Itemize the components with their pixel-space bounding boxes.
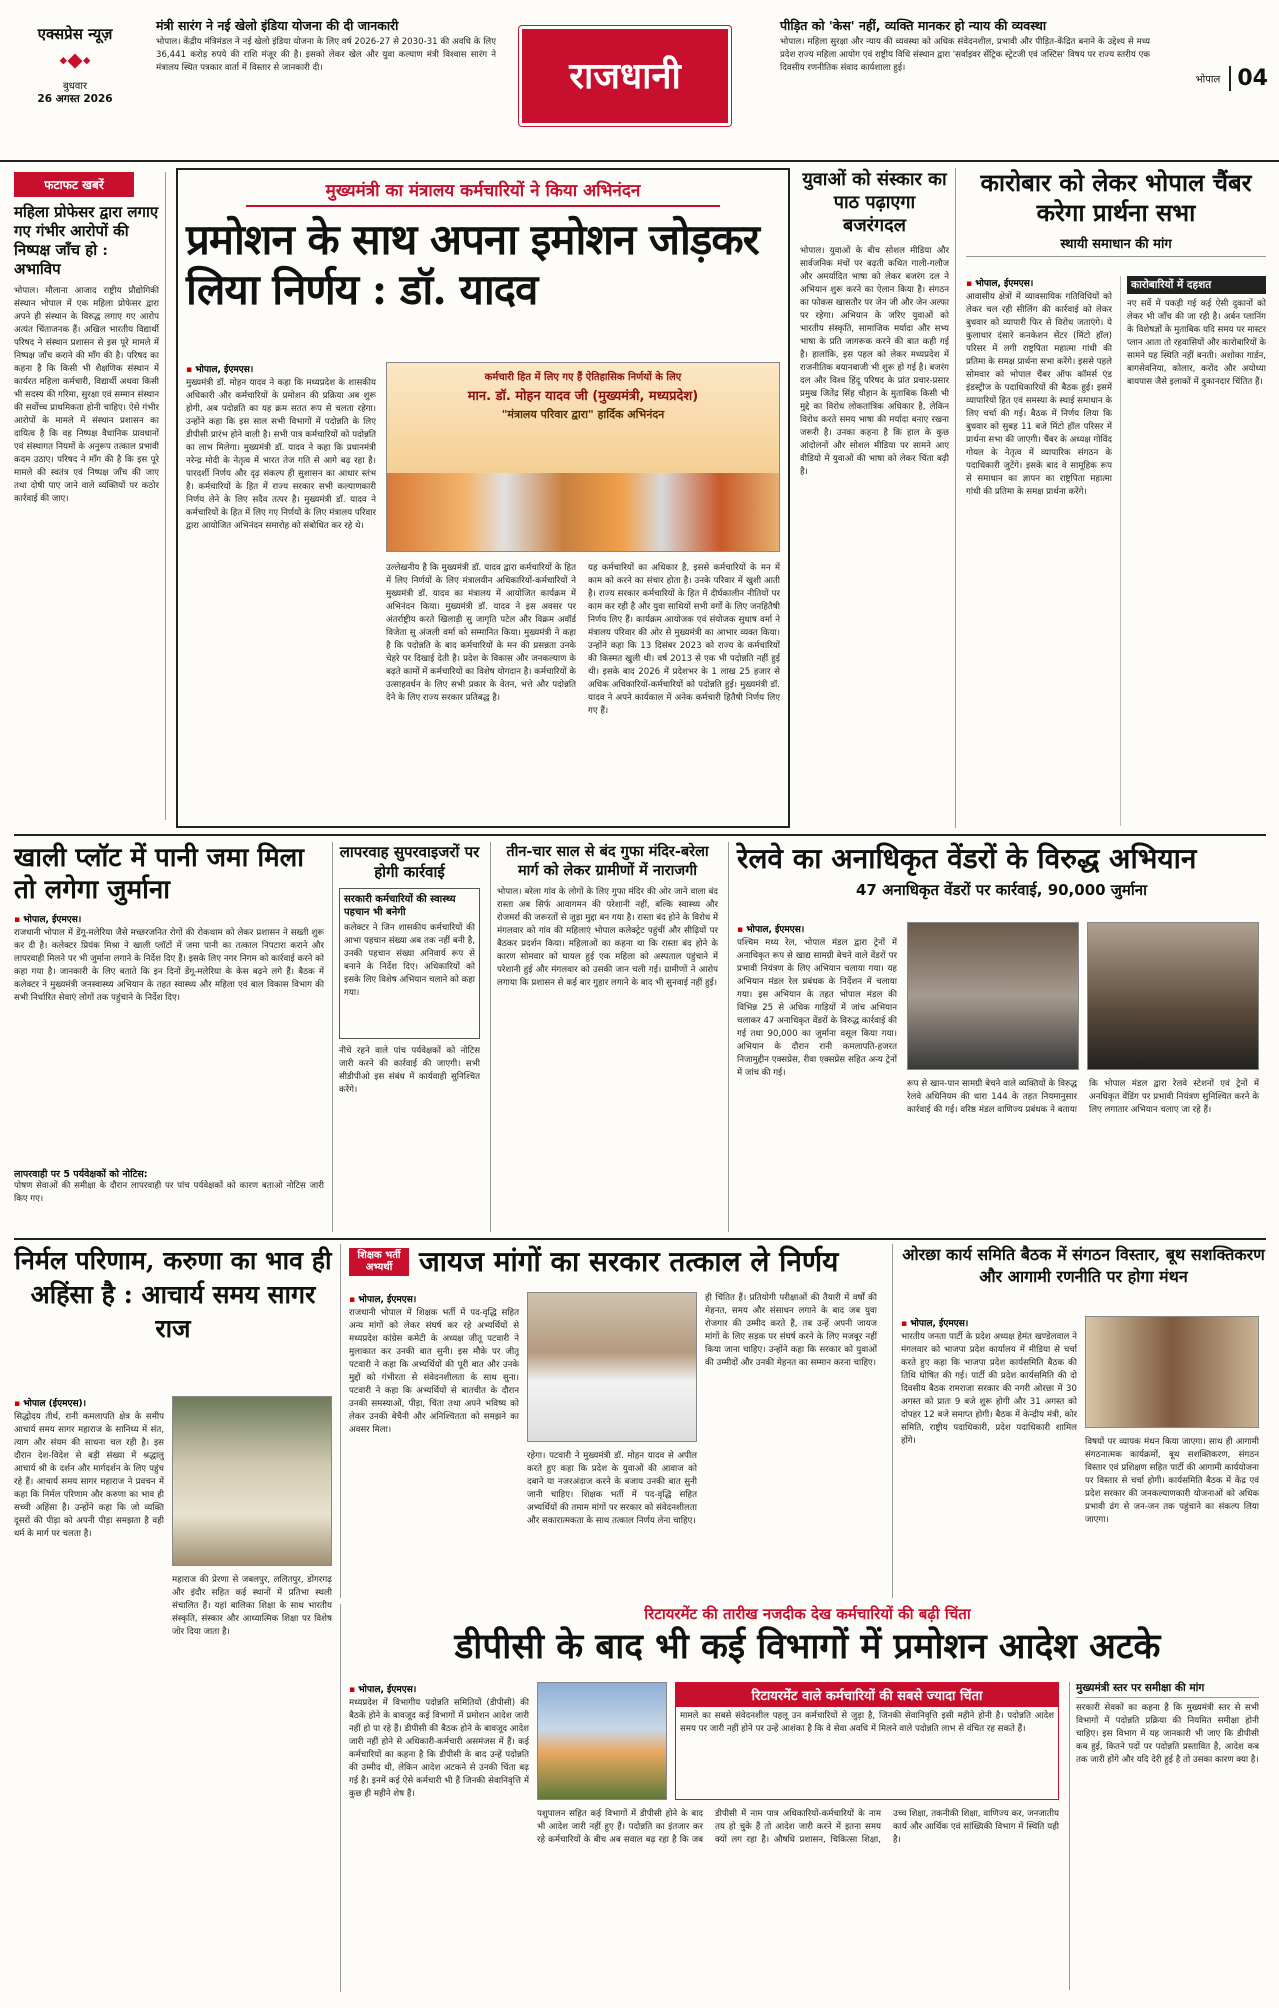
acharya-text-2: महाराज की प्रेरणा से जबलपुर, ललितपुर, डोंगरगढ़ और इंदौर सहित कई स्थानों में प्रतिभा स्थली संचालित हैं। यहां बालिका शिक्षा के साथ भारतीय संस्कृति, संस्कार और आध्यात्मिक शिक्षा पर विशेष जोर दिया जाता है। (172, 1575, 332, 1637)
dpc-building-photo (537, 1682, 667, 1800)
banner-line-1: कर्मचारी हित में लिए गए हैं ऐतिहासिक निर्णयों के लिए (484, 372, 682, 383)
fatafat-story (14, 172, 166, 820)
acharya-story (14, 1244, 332, 1992)
plot-text: राजधानी भोपाल में डेंगू-मलेरिया जैसे मच्छरजनित रोगों की रोकथाम को लेकर प्रशासन ने सख्ती शुरू कर दी है। कलेक्टर प्रियंक मिश्रा ने खाली प्लॉटों में जमा पानी का तत्काल निपटारा कराने और लापरवाही मिलने पर भी जुर्माना लगाने के निर्देश दिए हैं। इसके लिए नगर निगम को कार्रवाई करने को कहा गया है। जानकारी के लिए बताते कि इन दिनों डेंगू-मलेरिया के केस बढ़ने लगे हैं। बैठक में कलेक्टर ने मुख्यमंत्री जनस्वास्थ्य अभियान के तहत स्वास्थ्य और महिला एवं बाल विकास विभाग की सभी निर्धारित सेवाएं लोगों तक पहुंचाने के निर्देश दिए। (14, 928, 324, 1003)
lead-kicker: मुख्यमंत्री का मंत्रालय कर्मचारियों ने किया अभिनंदन (246, 178, 720, 207)
top-right-story (780, 18, 1150, 128)
youth-text: भोपाल। युवाओं के बीच सोशल मीडिया और सार्वजनिक मंचों पर बढ़ती कथित गाली-गलौज और अमर्यादित भाषा को लेकर बजरंग दल ने अभियान शुरू करने का ऐलान किया है। संगठन का फोकस खासतौर पर जेन जी और जेन अल्फा पर रहेगा। अभियान के जरिए युवाओं को भारतीय संस्कृति, सामाजिक मर्यादा और सभ्य भाषा के प्रति जागरूक करने की बात कही गई है। हालांकि, इस पहल को लेकर मध्यप्रदेश में राजनीतिक बयानबाजी भी शुरू हो गई है। बजरंग दल और विश्व हिंदू परिषद के प्रांत प्रचार-प्रसार प्रमुख जितेंद्र सिंह चौहान के मुताबिक किसी भी मुद्दे का विरोध लोकतांत्रिक अधिकार है, लेकिन विरोध करते समय भाषा की मर्यादा बनाए रखना जरूरी है। उनका कहना है कि हाल के कुछ आंदोलनों और सोशल मीडिया पर सामने आए वीडियो में युवाओं की भाषा को लेकर चिंता बढ़ी है। (800, 246, 949, 477)
supervisor-box (339, 888, 480, 1039)
orchha-story (892, 1244, 1266, 1598)
banner-line-2: मान. डॉ. मोहन यादव जी (मुख्यमंत्री, मध्यप्रदेश) (467, 389, 699, 404)
teacher-col (349, 1292, 519, 1596)
chamber-side (1120, 276, 1266, 826)
lead-story (176, 168, 790, 828)
youth-story (800, 168, 956, 828)
dpc-story (340, 1604, 1266, 1992)
cave-story (490, 842, 718, 1232)
railway-text: पश्चिम मध्य रेल, भोपाल मंडल द्वारा ट्रेनों में अनाधिकृत रूप से खाद्य सामग्री बेचने वाले वेंडरों पर प्रभावी नियंत्रण के लिए अभियान चलाया गया। यह अभियान मंडल रेल प्रबंधक के निर्देशन में चलाया गया। इस अभियान के तहत भोपाल मंडल की विभिन्न 25 से अधिक गाड़ियों में जांच अभियान चलाकर 47 अनाधिकृत वेंडरों के विरुद्ध कार्रवाई की गई तथा 90,000 का जुर्माना वसूल किया गया। अभियान के दौरान रानी कमलापति-हजरत निजामुद्दीन एक्सप्रेस, रीवा एक्सप्रेस सहित अन्य ट्रेनों में जांच की गई। (737, 938, 897, 1078)
railway-byline: ▪ भोपाल, ईएमएस। (737, 922, 897, 935)
railway-text-2: रूप से खान-पान सामग्री बेचने वाले व्यक्तियों के विरुद्ध रेलवे अधिनियम की धारा 144 के तहत नियमानुसार कार्रवाई की गई। वरिष्ठ मंडल वाणिज्य प्रबंधक ने बताया कि भोपाल मंडल द्वारा रेलवे स्टेशनों एवं ट्रेनों में अनधिकृत वेंडिंग पर प्रभावी नियंत्रण सुनिश्चित करने के लिए लगातार अभियान चलाए जा रहे हैं। (907, 1079, 1259, 1115)
teacher-text-2: रहेगा। पटवारी ने मुख्यमंत्री डॉ. मोहन यादव से अपील करते हुए कहा कि प्रदेश के युवाओं की आवाज को दबाने या नजरअंदाज करने के बजाय उनकी बात सुनी जानी चाहिए। शिक्षक भर्ती में पद-वृद्धि सहित अभ्यर्थियों की तमाम मांगों पर सरकार को संवेदनशीलता और सकारात्मकता के साथ तत्काल निर्णय लेना चाहिए। (527, 1451, 697, 1526)
chamber-byline: ▪ भोपाल, ईएमएस। (966, 276, 1112, 289)
orchha-col (901, 1316, 1077, 1596)
dpc-headline: डीपीसी के बाद भी कई विभागों में प्रमोशन आदेश अटके (454, 1626, 1161, 1667)
lead-headline: प्रमोशन के साथ अपना इमोशन जोड़कर लिया निर्णय : डॉ. यादव (186, 215, 759, 314)
cave-text: भोपाल। बरेला गांव के लोगों के लिए गुफा मंदिर की ओर जाने वाला बंद रास्ता अब सिर्फ आवागमन की परेशानी नहीं, बल्कि स्वास्थ्य और रोजमर्रा की जरूरतों से जुड़ा मुद्दा बन गया है। रास्ता बंद होने के विरोध में मंगलवार को गांव की महिलाएं भोपाल कलेक्ट्रेट पहुंचीं और सीढ़ियों पर बैठकर प्रदर्शन किया। महिलाओं का कहना था कि रास्ता बंद होने के कारण सोमवार को घायल हुई एक महिला को अस्पताल पहुंचाने में परेशानी हुई और मंगलवार को उसकी जान चली गई। ग्रामीणों ने आरोप लगाया कि प्रशासन से कई बार गुहार लगाने के बाद भी सुनवाई नहीं हुई। (497, 887, 718, 988)
chamber-headline: कारोबार को लेकर भोपाल चैंबर करेगा प्रार्थना सभा (980, 168, 1252, 227)
plot-notice-text: पोषण सेवाओं की समीक्षा के दौरान लापरवाही पर पांच पर्यवेक्षकों को कारण बताओ नोटिस जारी किए गए। (14, 1181, 324, 1204)
supervisor-headline: लापरवाह सुपरवाइजरों पर होगी कार्रवाई (339, 843, 480, 881)
teacher-text: राजधानी भोपाल में शिक्षक भर्ती में पद-वृद्धि सहित अन्य मांगों को लेकर संघर्ष कर रहे अभ्यर्थियों से मध्यप्रदेश कांग्रेस कमेटी के अध्यक्ष जीतू पटवारी ने मुलाकात कर उनकी बात सुनी। इस मौके पर जीतू पटवारी ने कहा कि अभ्यर्थियों की पूरी बात और उनके मुद्दों को गंभीरता से संवेदनशीलता के साथ सुना। पटवारी ने कहा कि अभ्यर्थियों से बातचीत के दौरान उनकी समस्याओं, पीड़ा, चिंता तथा अपने भविष्य को लेकर उनकी बेचैनी और अनिश्चितता को समझने का अवसर मिला। (349, 1308, 519, 1435)
chamber-side-headline: कारोबारियों में दहशत (1127, 276, 1266, 294)
dpc-kicker: रिटायरमेंट की तारीख नजदीक देख कर्मचारियों की बढ़ी चिंता (644, 1605, 971, 1623)
railway-headline: रेलवे का अनाधिकृत वेंडरों के विरुद्ध अभियान (737, 842, 1197, 875)
chamber-col (966, 276, 1112, 826)
issue-date: 26 अगस्त 2026 (37, 93, 113, 105)
dpc-box-headline: रिटायरमेंट वाले कर्मचारियों की सबसे ज्यादा चिंता (676, 1683, 1058, 1707)
lead-event-photo (386, 362, 780, 552)
lead-col2 (386, 562, 576, 818)
section-title: राजधानी (569, 55, 681, 97)
acharya-photo (172, 1396, 332, 1566)
railway-col (737, 922, 897, 1230)
supervisor-box-headline: सरकारी कर्मचारियों की स्वास्थ्य पहचान भी बनेगी (344, 894, 456, 918)
top-left-story (156, 18, 496, 128)
banner-line-3: "मंत्रालय परिवार द्वारा" हार्दिक अभिनंदन (501, 408, 665, 421)
section-banner (519, 26, 731, 126)
fatafat-text: भोपाल। मौलाना आजाद राष्ट्रीय प्रौद्योगिकी संस्थान भोपाल में एक महिला प्रोफेसर द्वारा अपने ही संस्थान के विरुद्ध लगाए गए आरोप अत्यंत चिंताजनक हैं। अखिल भारतीय विद्यार्थी परिषद ने संस्थान प्रशासन से इस पूरे मामले में निष्पक्ष जाँच कराने की माँग की है। परिषद का कहना है कि किसी भी शैक्षणिक संस्थान में कार्यरत महिला कर्मचारी, विद्यार्थी अथवा किसी भी सदस्य की गरिमा, सुरक्षा एवं सम्मान संस्थान की सर्वोच्च प्राथमिकता होनी चाहिए। ऐसे गंभीर आरोपों के मामले में संस्थान प्रशासन का दायित्व है कि वह निष्पक्ष वैधानिक प्रावधानों एवं संस्थागत नियमों के अनुरूप तत्काल प्रभावी कदम उठाए। परिषद ने माँग की है कि इस पूरे मामले की स्वतंत्र एवं निष्पक्ष जाँच की जाए तथा दोषी पाए जाने वाले व्यक्तियों पर कठोर कार्रवाई की जाए। (14, 286, 159, 504)
orchha-text-2: विषयों पर व्यापक मंथन किया जाएगा। साथ ही आगामी संगठनात्मक कार्यक्रमों, बूथ सशक्तिकरण, संगठन विस्तार एवं प्रशिक्षण सहित पार्टी की आगामी कार्ययोजना पर विस्तार से चर्चा होगी। कार्यसमिति बैठक में केंद्र एवं प्रदेश सरकार की जनकल्याणकारी योजनाओं को अधिक प्रभावी ढंग से जन-जन तक पहुंचाने का संकल्प लिया जाएगा। (1085, 1437, 1259, 1525)
teacher-photo (527, 1292, 697, 1442)
plot-notice-headline: लापरवाही पर 5 पर्यवेक्षकों को नोटिस: (14, 1169, 148, 1180)
supervisor-box-text: कलेक्टर ने जिन शासकीय कर्मचारियों की आभा पहचान संख्या अब तक नहीं बनी है, उनकी पहचान संख्या अनिवार्य रूप से बनाने के निर्देश दिए। अधिकारियों को इसके लिए विशेष अभियान चलाने को कहा गया। (344, 923, 475, 998)
page-number: 04 (1229, 66, 1268, 91)
teacher-text-3: ही चिंतित हैं। प्रतियोगी परीक्षाओं की तैयारी में वर्षों की मेहनत, समय और संसाधन लगाने के बाद जब युवा रोजगार की उम्मीद करते हैं, तब उन्हें अपनी जायज मांगों के लिए सड़क पर संघर्ष करने के लिए मजबूर नहीं किया जाना चाहिए। उन्होंने कहा कि सरकार को युवाओं की उम्मीदों और उनकी मेहनत का सम्मान करना चाहिए। (705, 1293, 877, 1368)
plot-byline: ▪ भोपाल, ईएमएस। (14, 912, 324, 925)
railway-photo-1 (907, 922, 1079, 1070)
stage-people-photo (387, 473, 779, 552)
teacher-tag: शिक्षक भर्ती अभ्यर्थी (349, 1248, 409, 1276)
teacher-header (349, 1244, 884, 1280)
chamber-subhead: स्थायी समाधान की मांग (966, 234, 1266, 257)
lead-text-1: मुख्यमंत्री डॉ. मोहन यादव ने कहा कि मध्यप्रदेश के शासकीय अधिकारी और कर्मचारियों के प्रमोशन की प्रक्रिया अब शुरू होगी, अब पदोन्नति का यह क्रम सतत रूप से चलता रहेगा। उन्होंने कहा कि इस साल सभी विभागों में पदोन्नति के लिए डीपीसी प्रारंभ होने वाली है। सभी पात्र कर्मचारियों को पदोन्नति का लाभ मिलेगा। मुख्यमंत्री डॉ. यादव ने कहा कि प्रधानमंत्री नरेन्द्र मोदी के नेतृत्व में भारत तेज गति से आगे बढ़ रहा है। पारदर्शी निर्णय और दृढ़ संकल्प ही सुशासन का आधार स्तंभ है। कर्मचारियों के हित में राज्य सरकार सभी कल्याणकारी निर्णय लेने के लिए सदैव तत्पर है। मुख्यमंत्री डॉ. यादव ने कर्मचारियों के हित में लिए गए निर्णयों के लिए मंत्रालय परिवार द्वारा आयोजित अभिनंदन समारोह को संबोधित कर रहे थे। (186, 378, 376, 531)
top-right-text: भोपाल। महिला सुरक्षा और न्याय की व्यवस्था को अधिक संवेदनशील, प्रभावी और पीड़ित-केंद्रित बनाने के उद्देश्य से मध्य प्रदेश राज्य महिला आयोग एवं राष्ट्रीय विधि संस्थान द्वारा 'सर्वाइवर सेंट्रिक स्ट्रेटजी एवं जस्टिस' विषय पर राज्य स्तरीय एक दिवसीय रणनीतिक संवाद कार्यशाला हुई। (780, 37, 1150, 73)
issue-day: बुधवार (62, 81, 88, 92)
railway-subhead: 47 अनाधिकृत वेंडरों पर कार्रवाई, 90,000 जुर्माना (855, 881, 1147, 899)
supervisor-story (332, 842, 480, 1232)
plot-story (14, 842, 324, 1232)
orchha-text: भारतीय जनता पार्टी के प्रदेश अध्यक्ष हेमंत खण्डेलवाल ने मंगलवार को भाजपा प्रदेश कार्यालय में मीडिया से चर्चा करते हुए कहा कि भाजपा प्रदेश कार्यसमिति बैठक की तिथि घोषित की गई। पार्टी की प्रदेश कार्यसमिति की दो दिवसीय बैठक रामराजा सरकार की नगरी ओरछा में 30 अगस्त को प्रातः 9 बजे शुरू होगी और 31 अगस्त को दोपहर 12 बजे समाप्त होगी। बैठक में केन्द्रीय मंत्री, कोर समिति, राष्ट्रीय पदाधिकारी, प्रदेश पदाधिकारी शामिल होंगे। (901, 1332, 1077, 1446)
dpc-text: मध्यप्रदेश में विभागीय पदोन्नति समितियों (डीपीसी) की बैठकें होने के बावजूद कई विभागों में प्रमोशन आदेश जारी नहीं हो पा रहे हैं। डीपीसी की बैठक होने के बावजूद आदेश जारी नहीं होने से अधिकारी-कर्मचारी असमंजस में हैं। कई कर्मचारियों का कहना है कि डीपीसी के बाद उन्हें पदोन्नति की उम्मीद थी, लेकिन आदेश अटकने से उनकी चिंता बढ़ गई है। इनमें कई ऐसे कर्मचारी भी हैं जिनकी सेवानिवृत्ति में कुछ ही महीने शेष हैं। (349, 1698, 529, 1799)
teacher-headline: जायज मांगों का सरकार तत्काल ले निर्णय (419, 1245, 839, 1278)
dpc-side (1069, 1682, 1259, 1990)
logo-mark-icon: ⬩⬥⬩ (59, 48, 91, 73)
railway-story (728, 842, 1266, 1232)
acharya-col (14, 1396, 164, 1990)
page-number-block (1168, 66, 1268, 91)
acharya-text: सिद्धोदय तीर्थ, रानी कमलापति क्षेत्र के समीप आचार्य समय सागर महाराज के सानिध्य में संत, त्याग और संयम की साधना चल रही है। इस दौरान देश-विदेश से बड़ी संख्या में श्रद्धालु आचार्य श्री के दर्शन और मार्गदर्शन के लिए पहुंच रहे हैं। आचार्य समय सागर महाराज ने प्रवचन में कहा कि निर्मल परिणाम और करुणा का भाव ही सच्ची अहिंसा है। उन्होंने कहा कि जो व्यक्ति दूसरों की पीड़ा को अपनी पीड़ा समझता है वही धर्म के मार्ग पर चलता है। (14, 1412, 164, 1539)
lead-byline: ▪ भोपाल, ईएमएस। (186, 362, 376, 375)
dpc-side-text: सरकारी सेवकों का कहना है कि मुख्यमंत्री स्तर से सभी विभागों में पदोन्नति प्रक्रिया की नियमित समीक्षा होनी चाहिए। इस विभाग में यह जानकारी भी जाए कि डीपीसी कब हुई, कितने पदों पर पदोन्नति प्रस्तावित है, आदेश कब तक जारी होंगे और यदि देरी हुई है तो उसका कारण क्या है। (1076, 1703, 1259, 1765)
lead-col1 (186, 362, 376, 818)
teacher-story (340, 1244, 884, 1598)
dpc-text-2: पशुपालन सहित कई विभागों में डीपीसी होने के बाद भी आदेश जारी नहीं हुए हैं। पदोन्नति का इंतजार कर रहे कर्मचारियों के बीच अब सवाल बढ़ रहा है कि जब डीपीसी में नाम पात्र अधिकारियों-कर्मचारियों के नाम तय हो चुके हैं तो आदेश जारी करने में इतना समय क्यों लग रहा है। औषधि प्रशासन, चिकित्सा शिक्षा, उच्च शिक्षा, तकनीकी शिक्षा, वाणिज्य कर, जनजातीय कार्य और आर्थिक एवं सांख्यिकी विभाग में स्थिति यही है। (537, 1809, 1059, 1845)
acharya-byline: ▪ भोपाल (ईएमएस)। (14, 1396, 164, 1409)
fatafat-headline: महिला प्रोफेसर द्वारा लगाए गए गंभीर आरोपों की निष्पक्ष जाँच हो : अभाविप (14, 203, 159, 278)
chamber-story (966, 168, 1266, 828)
lead-col3 (588, 562, 780, 818)
cave-headline: तीन-चार साल से बंद गुफा मंदिर-बरेला मार्ग को लेकर ग्रामीणों में नाराजगी (506, 843, 709, 879)
lead-photo-banner (387, 363, 779, 473)
orchha-byline: ▪ भोपाल, ईएमएस। (901, 1316, 1077, 1329)
dpc-box-text: मामले का सबसे संवेदनशील पहलू उन कर्मचारियों से जुड़ा है, जिनकी सेवानिवृत्ति इसी महीने होनी है। पदोन्नति आदेश समय पर जारी नहीं होने पर उन्हें आशंका है कि वे सेवा अवधि में मिलने वाले पदोन्नति लाभ से वंचित रह सकते हैं। (680, 1711, 1054, 1734)
paper-logo-block (20, 24, 130, 124)
fatafat-tag: फटाफट खबरें (14, 172, 134, 197)
divider-row-2 (14, 1238, 1266, 1240)
orchha-headline: ओरछा कार्य समिति बैठक में संगठन विस्तार, बूथ सशक्तिकरण और आगामी रणनीति पर होगा मंथन (902, 1245, 1265, 1286)
youth-headline: युवाओं को संस्कार का पाठ पढ़ाएगा बजरंगदल (802, 169, 947, 236)
teacher-byline: ▪ भोपाल, ईएमएस। (349, 1292, 519, 1305)
chamber-text: आवासीय क्षेत्रों में व्यावसायिक गतिविधियों को लेकर चल रही सीलिंग की कार्रवाई को लेकर बुधवार को व्यापारी फिर से विरोध जताएंगे। ये कुलाधार दंसारे कनकेशन सेंटर (मिंटो हॉल) परिसर में लगी राष्ट्रपिता महात्मा गांधी की प्रतिमा के समक्ष प्रार्थना सभा करेंगे। इससे पहले सोमवार को भोपाल चैंबर ऑफ कॉमर्स एंड इंडस्ट्रीज के पदाधिकारियों की बैठक हुई। इसमें व्यापारियों हित एवं समस्या के स्थाई समाधान के लिए चर्चा की गई। बैठक में निर्णय लिया कि बुधवार को सुबह 11 बजे मिंटो हॉल परिसर में प्रार्थना सभा की जाएगी। चैंबर के अध्यक्ष गोविंद गोयल के नेतृत्व में व्यापारिक संगठन के पदाधिकारी जुटेंगे। इसके बाद वे सामूहिक रूप से समाधान का ज्ञापन का राष्ट्रपिता महात्मा गांधी की प्रतिमा के समक्ष प्रार्थना करेंगे। (966, 292, 1112, 497)
dpc-byline: ▪ भोपाल, ईएमएस। (349, 1682, 529, 1695)
plot-headline: खाली प्लॉट में पानी जमा मिला तो लगेगा जुर्माना (14, 843, 304, 905)
orchha-photo (1085, 1316, 1259, 1428)
divider-row-1 (14, 834, 1266, 836)
railway-photo-2 (1087, 922, 1259, 1070)
dpc-box (675, 1682, 1059, 1800)
top-right-headline: पीड़ित को 'केस' नहीं, व्यक्ति मानकर हो न्याय की व्यवस्था (780, 18, 1047, 33)
supervisor-text: नीचे रहने वाले पांच पर्यवेक्षकों को नोटिस जारी करने की कार्रवाई की जाएगी। सभी सीडीपीओ इस संबंध में कार्यवाही सुनिश्चित करेंगे। (339, 1046, 480, 1095)
chamber-side-text: नए सर्वे में पकड़ी गई कई ऐसी दुकानों को लेकर भी जाँच की जा रही है। अर्बन प्लानिंग के विशेषज्ञों के मुताबिक यदि समय पर मास्टर प्लान आता तो रहवासियों और कारोबारियों के सामने यह स्थिति नहीं बनती। अशोका गार्डन, बागसेवनिया, कोलार, करोंद और अयोध्या बायपास जैसे इलाकों में दुकानदार चिंतित हैं। (1127, 299, 1266, 387)
top-left-headline: मंत्री सारंग ने नई खेलो इंडिया योजना की दी जानकारी (156, 18, 399, 33)
dpc-col (349, 1682, 529, 1990)
lead-text-3: यह कर्मचारियों का अधिकार है, इससे कर्मचारियों के मन में काम को करने का संचार होता है। उनके परिवार में खुशी आती है। राज्य सरकार कर्मचारियों के हित में दीर्घकालीन नीतियों पर काम कर रही है और युवा साथियों सभी वर्गों के लिए जनहितैषी निर्णय लिए हैं। कार्यक्रम आयोजक एवं संयोजक सुधाष वर्मा ने मंत्रालय परिवार की ओर से मुख्यमंत्री का आभार व्यक्त किया। उन्होंने कहा कि 13 दिसंबर 2023 को राज्य के कर्मचारियों की किस्मत खुली थी। वर्ष 2013 से एक भी पदोन्नति नहीं हुई थी। इसके बाद 2026 में प्रदेशभर के 1 लाख 25 हजार से अधिक अधिकारियों-कर्मचारियों को पदोन्नति हुई। मुख्यमंत्री डॉ. यादव ने अपने कार्यकाल में अनेक कर्मचारी हितैषी निर्णय लिए गए हैं। (588, 563, 780, 716)
top-left-text: भोपाल। केंद्रीय मंत्रिमंडल ने नई खेलो इंडिया योजना के लिए वर्ष 2026-27 से 2030-31 की अवधि के लिए 36,441 करोड़ रुपये की राशि मंजूर की है। इसको लेकर खेल और युवा कल्याण मंत्री विश्वास सारंग ने मंत्रालय स्थित पत्रकार वार्ता में विस्तार से जानकारी दी। (156, 37, 496, 73)
masthead (0, 0, 1279, 162)
city-label: भोपाल (1195, 74, 1221, 86)
paper-name: एक्सप्रेस न्यूज़ (37, 25, 113, 43)
lead-text-2: उल्लेखनीय है कि मुख्यमंत्री डॉ. यादव द्वारा कर्मचारियों के हित में लिए निर्णयों के लिए मंत्रालयीन अधिकारियों-कर्मचारियों ने मुख्यमंत्री डॉ. यादव का मंत्रालय में आयोजित कार्यक्रम में अभिनंदन किया। मुख्यमंत्री डॉ. यादव ने इस अवसर पर अंतर्राष्ट्रीय करते खिलाड़ी सु जागृति पटेल और विक्रम अवॉर्ड विजेता सु अंजली वर्मा को सम्मानित किया। मुख्यमंत्री ने कहा है कि पदोन्नति के बाद कर्मचारियों के मन की प्रसन्नता उनके चेहरे पर दिखाई देती है। प्रदेश के विकास और जनकल्याण के बढ़ते कामों में कर्मचारियों का विशेष योगदान है। कर्मचारियों के उत्साहवर्धन के लिए सभी प्रकार के वेतन, भत्ते और पदोन्नति देने के लिए राज्य सरकार प्रतिबद्ध है। (386, 563, 576, 703)
acharya-headline: निर्मल परिणाम, करुणा का भाव ही अहिंसा है : आचार्य समय सागर राज (14, 1246, 332, 1343)
dpc-side-headline: मुख्यमंत्री स्तर पर समीक्षा की मांग (1076, 1682, 1259, 1698)
